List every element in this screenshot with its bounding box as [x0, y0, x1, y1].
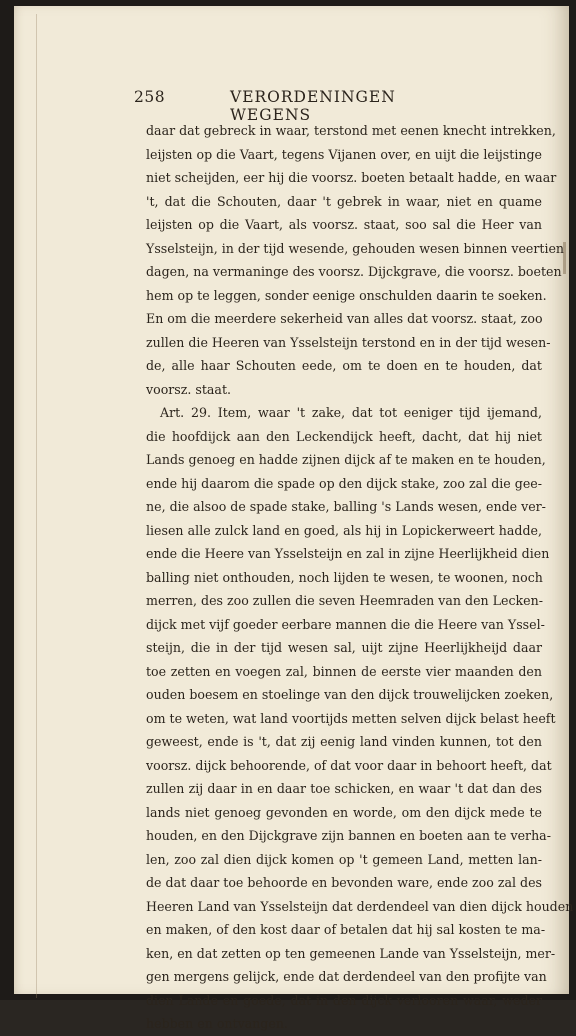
text-line: ouden boesem en stoelinge van den dijck trouwelijcken zoeken, [146, 687, 554, 702]
text-line: hem op te leggen, sonder eenige onschulden daarin te soeken. [146, 287, 547, 303]
text-line: zullen zij daar in en daar toe schicken, en waar 't dat dan des [146, 781, 542, 796]
text-line: Heeren Land van Ysselsteijn dat derdendeel van dien dijck houden [146, 898, 574, 914]
text-line: balling niet onthouden, noch lijden te wesen, te woonen, noch [146, 569, 543, 585]
text-line: daar dat gebreck in waar, terstond met eenen knecht intrekken, [146, 123, 556, 138]
text-line: len, zoo zal dien dijck komen op 't gemeen Land, metten lan- [146, 851, 542, 867]
text-line: die hoofdijck aan den Leckendijck heeft, dacht, dat hij niet [146, 428, 542, 444]
text-line: ende die Heere van Ysselsteijn en zal in zijne Heerlijkheid dien [146, 546, 550, 561]
text-line: en maken, of den kost daar of betalen dat hij sal kosten te ma- [146, 922, 546, 937]
text-line: ken, en dat zetten op ten gemeenen Lande van Ysselsteijn, mer- [146, 945, 556, 961]
text-line: Lands genoeg en hadde zijnen dijck af te maken en te houden, [146, 452, 546, 467]
text-line: liesen alle zulck land en goed, als hij in Lopickerweert hadde, [146, 522, 542, 538]
text-line: 't, dat die Schouten, daar 't gebrek in waar, niet en quame [146, 193, 542, 209]
text-line: niet scheijden, eer hij die voorsz. boeten betaalt hadde, en waar [146, 170, 557, 185]
text-line: dien Lande en goede, dat in den dijck verlooren waar, weder [146, 992, 542, 1008]
text-line: lands niet genoeg gevonden en worde, om den dijck mede te [146, 804, 542, 820]
text-line: de, alle haar Schouten eede, om te doen en te houden, dat [146, 358, 542, 373]
text-line: dijck met vijf goeder eerbare mannen die die Heere van Yssel- [146, 616, 545, 632]
body-text [146, 119, 574, 1036]
running-head: VERORDENINGEN WEGENS [230, 88, 396, 124]
text-line: dagen, na vermaninge des voorsz. Dijckgrave, die voorsz. boeten [146, 264, 562, 279]
text-line: voorsz. dijck behoorende, of dat voor daar in behoort heeft, dat [146, 757, 552, 773]
page-edge-line [36, 14, 37, 998]
text-line: ende hij daarom die spade op den dijck stake, zoo zal die gee- [146, 475, 542, 491]
text-line: Art. 29. Item, waar 't zake, dat tot eeniger tijd ijemand, [160, 405, 542, 420]
page-rim-mark [563, 242, 566, 274]
page-header [134, 88, 454, 124]
text-line: ne, die alsoo de spade stake, balling 's Lands wesen, ende ver- [146, 499, 546, 514]
text-line: voorsz. staat. [146, 381, 232, 397]
text-line: gen mergens gelijck, ende dat derdendeel van den profijte van [146, 969, 547, 984]
text-line: merren, des zoo zullen die seven Heemraden van den Lecken- [146, 593, 543, 608]
text-line: En om die meerdere sekerheid van alles dat voorsz. staat, zoo [146, 311, 543, 326]
text-line: leijsten op die Vaart, als voorsz. staat, soo sal die Heer van [146, 217, 542, 232]
text-line: leijsten op die Vaart, tegens Vijanen over, en uijt die leijstinge [146, 146, 542, 162]
text-line: steijn, die in der tijd wesen sal, uijt zijne Heerlijkheijd daar [146, 640, 542, 655]
text-line: houden, en den Dijckgrave zijn bannen en boeten aan te verha- [146, 828, 551, 843]
page-number: 258 [134, 88, 166, 106]
text-line: de dat daar toe behoorde en bevonden ware, ende zoo zal des [146, 875, 543, 890]
text-line: zullen die Heeren van Ysselsteijn terstond en in der tijd wesen- [146, 334, 551, 350]
text-line: Ysselsteijn, in der tijd wesende, gehouden wesen binnen veertien [146, 240, 565, 256]
text-line: toe zetten en voegen zal, binnen de eerste vier maanden den [146, 663, 542, 679]
text-line: om te weten, wat land voortijds metten selven dijck belast heeft [146, 710, 556, 726]
text-line: hebben en ontvangen. [146, 1016, 288, 1031]
text-line: geweest, ende is 't, dat zij eenig land vinden kunnen, tot den [146, 734, 542, 749]
